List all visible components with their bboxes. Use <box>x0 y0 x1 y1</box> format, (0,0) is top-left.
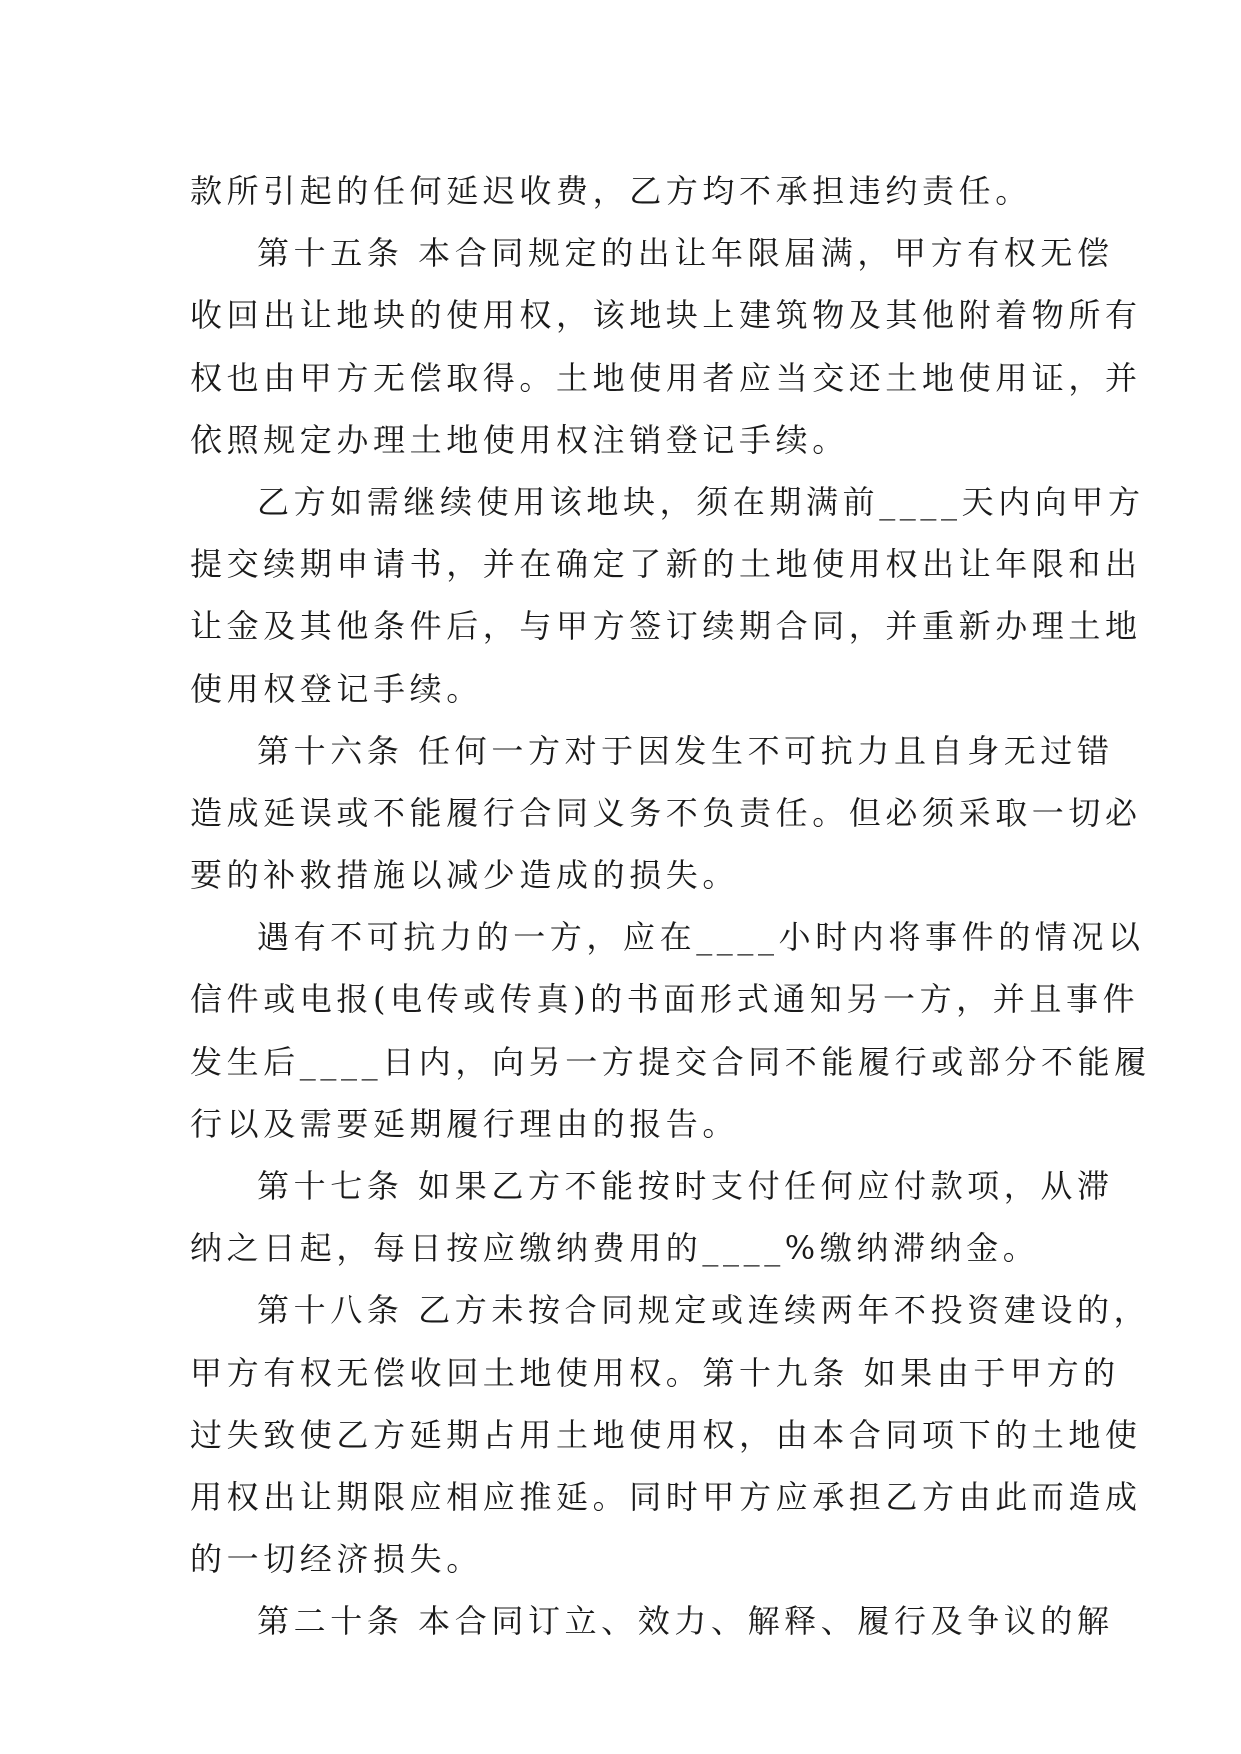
text-line: 权也由甲方无偿取得。土地使用者应当交还土地使用证，并 <box>190 358 1142 397</box>
text-line: 过失致使乙方延期占用土地使用权，由本合同项下的土地使 <box>190 1415 1142 1454</box>
text-line: 要的补救措施以减少造成的损失。 <box>190 856 740 895</box>
text-line: 行以及需要延期履行理由的报告。 <box>190 1104 740 1143</box>
text-line: 第十六条 任何一方对于因发生不可抗力且自身无过错 <box>257 731 1114 770</box>
text-line: 造成延误或不能履行合同义务不负责任。但必须采取一切必 <box>190 793 1142 832</box>
text-line: 信件或电报(电传或传真)的书面形式通知另一方，并且事件 <box>190 980 1140 1019</box>
text-line: 使用权登记手续。 <box>190 669 483 708</box>
text-line: 提交续期申请书，并在确定了新的土地使用权出让年限和出 <box>190 545 1142 584</box>
text-line: 发生后____日内，向另一方提交合同不能履行或部分不能履 <box>190 1042 1151 1081</box>
text-line: 甲方有权无偿收回土地使用权。第十九条 如果由于甲方的 <box>190 1353 1120 1392</box>
text-line: 依照规定办理土地使用权注销登记手续。 <box>190 420 849 459</box>
text-line: 第十八条 乙方未按合同规定或连续两年不投资建设的， <box>257 1291 1151 1330</box>
text-line: 纳之日起，每日按应缴纳费用的____%缴纳滞纳金。 <box>190 1229 1040 1268</box>
text-line: 遇有不可抗力的一方，应在____小时内将事件的情况以 <box>257 918 1145 957</box>
contract-text <box>190 160 1151 1653</box>
text-line: 的一切经济损失。 <box>190 1540 483 1579</box>
text-line: 用权出让期限应相应推延。同时甲方应承担乙方由此而造成 <box>190 1477 1142 1516</box>
text-line: 收回出让地块的使用权，该地块上建筑物及其他附着物所有 <box>190 296 1142 335</box>
text-line: 款所引起的任何延迟收费，乙方均不承担违约责任。 <box>190 172 1032 210</box>
text-line: 第十五条 本合同规定的出让年限届满，甲方有权无偿 <box>257 234 1114 273</box>
text-line: 第十七条 如果乙方不能按时支付任何应付款项，从滞 <box>257 1167 1114 1205</box>
text-line: 让金及其他条件后，与甲方签订续期合同，并重新办理土地 <box>190 607 1142 646</box>
text-line: 乙方如需继续使用该地块，须在期满前____天内向甲方 <box>257 482 1145 521</box>
text-line: 第二十条 本合同订立、效力、解释、履行及争议的解 <box>257 1602 1114 1641</box>
